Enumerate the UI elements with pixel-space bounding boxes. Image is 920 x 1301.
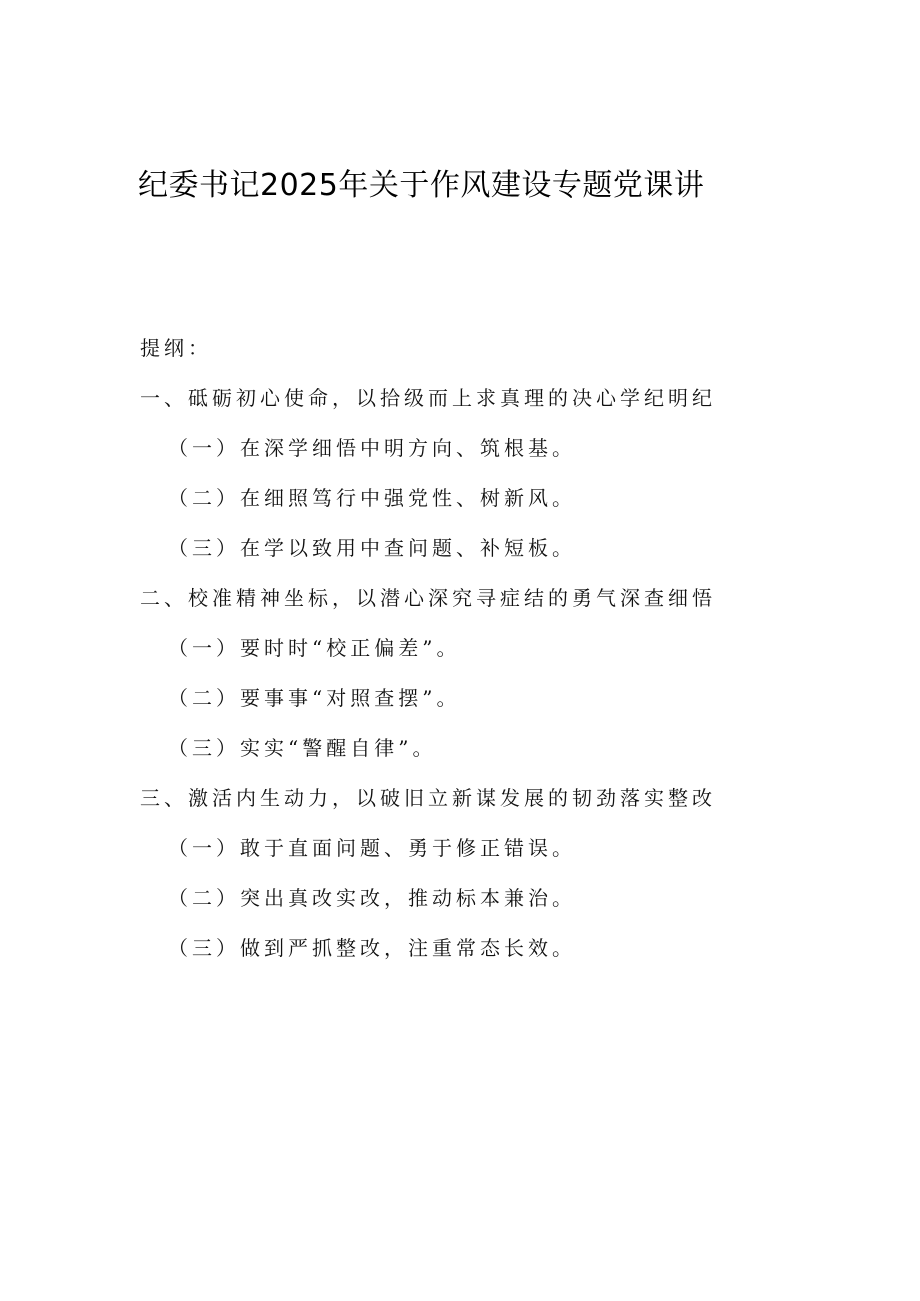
section-item: （三）在学以致用中查问题、补短板。 <box>168 536 576 560</box>
document-title: 纪委书记2025年关于作风建设专题党课讲 <box>138 168 705 203</box>
section-heading: 三、激活内生动力，以破旧立新谋发展的韧劲落实整改 <box>140 786 716 810</box>
section-heading: 一、砥砺初心使命，以拾级而上求真理的决心学纪明纪 <box>140 386 716 410</box>
section-item: （一）敢于直面问题、勇于修正错误。 <box>168 836 576 860</box>
section-heading: 二、校准精神坐标，以潜心深究寻症结的勇气深查细悟 <box>140 586 716 610</box>
outline <box>140 323 860 973</box>
outline-label: 提纲： <box>140 336 212 360</box>
section-item: （三）实实“警醒自律”。 <box>168 736 437 760</box>
section-item: （三）做到严抓整改，注重常态长效。 <box>168 936 576 960</box>
section-item: （二）在细照笃行中强党性、树新风。 <box>168 486 576 510</box>
section-item: （二）要事事“对照查摆”。 <box>168 686 461 710</box>
section-item: （二）突出真改实改，推动标本兼治。 <box>168 886 576 910</box>
section-item: （一）要时时“校正偏差”。 <box>168 636 461 660</box>
section-item: （一）在深学细悟中明方向、筑根基。 <box>168 436 576 460</box>
